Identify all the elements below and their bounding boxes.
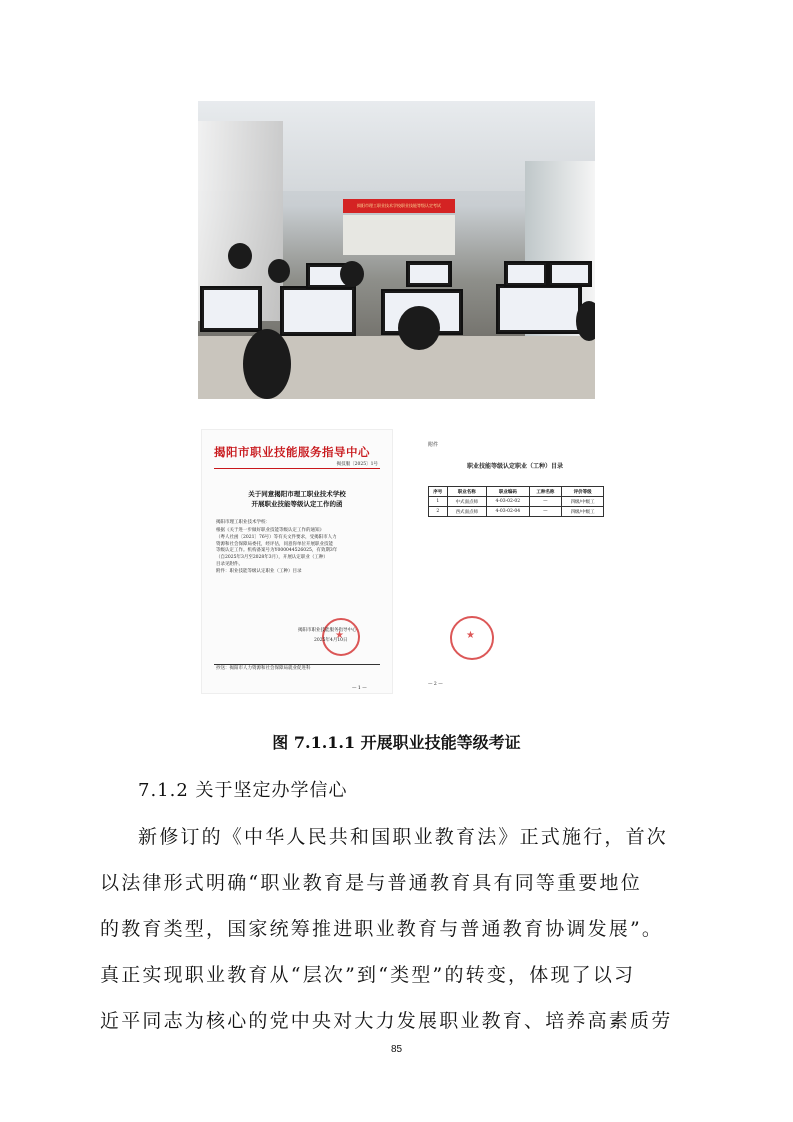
body-line: （粤人社函〔2021〕76号）等有关文件要求，受揭阳市人力 <box>216 534 337 540</box>
table-header: 职业编码 <box>486 487 529 497</box>
letter-body <box>216 528 384 575</box>
sign-org: 揭阳市职业技能服务指导中心 <box>298 628 357 633</box>
page-number: 85 <box>390 1044 403 1055</box>
letter-recipient: 揭阳市理工职业技术学校： <box>216 520 270 525</box>
body-line: 根据《关于进一步做好职业技能等级认定工作的通知》 <box>216 528 324 533</box>
table-cell: 2 <box>429 507 448 517</box>
student-head <box>243 329 291 399</box>
student-head <box>398 306 440 350</box>
figure-caption: 图 7.1.1.1 开展职业技能等级考证 <box>272 733 521 752</box>
official-seal: ★ <box>450 616 494 660</box>
body-line: 目录见附件。 <box>216 561 243 567</box>
table-cell: 1 <box>429 497 448 507</box>
table-cell: 西式面点师 <box>447 507 486 517</box>
table-row <box>429 497 604 507</box>
doc-page-number: — 1 — <box>352 686 367 691</box>
monitor <box>200 286 262 332</box>
table-header-row <box>429 487 604 497</box>
banner-text: 揭阳市理工职业技术学校职业技能等级认定考试 <box>357 203 441 208</box>
attachment-note: 附件：职业技能等级认定职业（工种）目录 <box>216 568 302 574</box>
table-cell: 4-03-02-02 <box>486 497 529 507</box>
letter-issuer: 揭阳市职业技能服务指导中心 <box>214 445 370 459</box>
cc-line: 抄送：揭阳市人力资源和社会保障局就业促进科 <box>216 666 311 671</box>
paragraph-line: 近平同志为核心的党中央对大力发展职业教育、培养高素质劳 <box>100 1010 673 1032</box>
attachment-page-2 <box>420 430 610 693</box>
doc-number: 揭技服〔2025〕1号 <box>336 462 378 467</box>
student-head <box>228 243 252 269</box>
attachment-title: 职业技能等级认定职业（工种）目录 <box>466 463 563 470</box>
paragraph-line: 真正实现职业教育从“层次”到“类型”的转变，体现了以习 <box>100 964 636 986</box>
monitor <box>496 284 582 334</box>
doc-page-number: — 2 — <box>428 682 443 687</box>
monitor <box>406 261 452 287</box>
table-cell: — <box>529 507 561 517</box>
paragraph-line: 新修订的《中华人民共和国职业教育法》正式施行，首次 <box>138 826 669 848</box>
body-line: 资源和社会保障局委托，经评估，同意你单位开展职业技能 <box>216 541 333 547</box>
occupation-table <box>428 486 604 517</box>
paragraph-line: 以法律形式明确“职业教育是与普通教育具有同等重要地位 <box>100 872 642 894</box>
student-head <box>268 259 290 283</box>
table-cell: 四级/中级工 <box>562 507 604 517</box>
student-head <box>340 261 364 287</box>
table-header: 评价等级 <box>562 487 604 497</box>
student-head <box>576 301 595 341</box>
exam-room-photo <box>198 101 595 399</box>
table-cell: 中式面点师 <box>447 497 486 507</box>
body-paragraph <box>100 814 700 1044</box>
body-line: 等级认定工作。机构备案号为Y000044526025，有效期3年 <box>216 548 338 554</box>
paragraph-line: 的教育类型，国家统筹推进职业教育与普通教育协调发展”。 <box>100 918 664 940</box>
letter-heading-2: 开展职业技能等级认定工作的函 <box>251 500 343 508</box>
monitor <box>548 261 592 287</box>
table-cell: 4-03-02-04 <box>486 507 529 517</box>
section-title: 7.1.2 关于坚定办学信心 <box>138 780 348 801</box>
official-seal: ★ <box>322 618 360 656</box>
attachment-label: 附件 <box>428 442 439 448</box>
sign-date: 2025年4月10日 <box>314 638 348 643</box>
table-header: 序号 <box>429 487 448 497</box>
table-cell: 四级/中级工 <box>562 497 604 507</box>
red-banner <box>343 199 455 213</box>
official-letter-page-1 <box>202 430 392 693</box>
letter-heading-1: 关于同意揭阳市理工职业技术学校 <box>248 490 346 498</box>
monitor <box>504 261 548 287</box>
table-header: 职业名称 <box>447 487 486 497</box>
whiteboard <box>343 215 455 255</box>
divider <box>214 664 380 665</box>
body-line: （自2025年3月至2028年3月），开展认定职业（工种） <box>216 555 328 560</box>
table-cell: — <box>529 497 561 507</box>
monitor <box>280 286 356 336</box>
table-header: 工种名称 <box>529 487 561 497</box>
table-row <box>429 507 604 517</box>
